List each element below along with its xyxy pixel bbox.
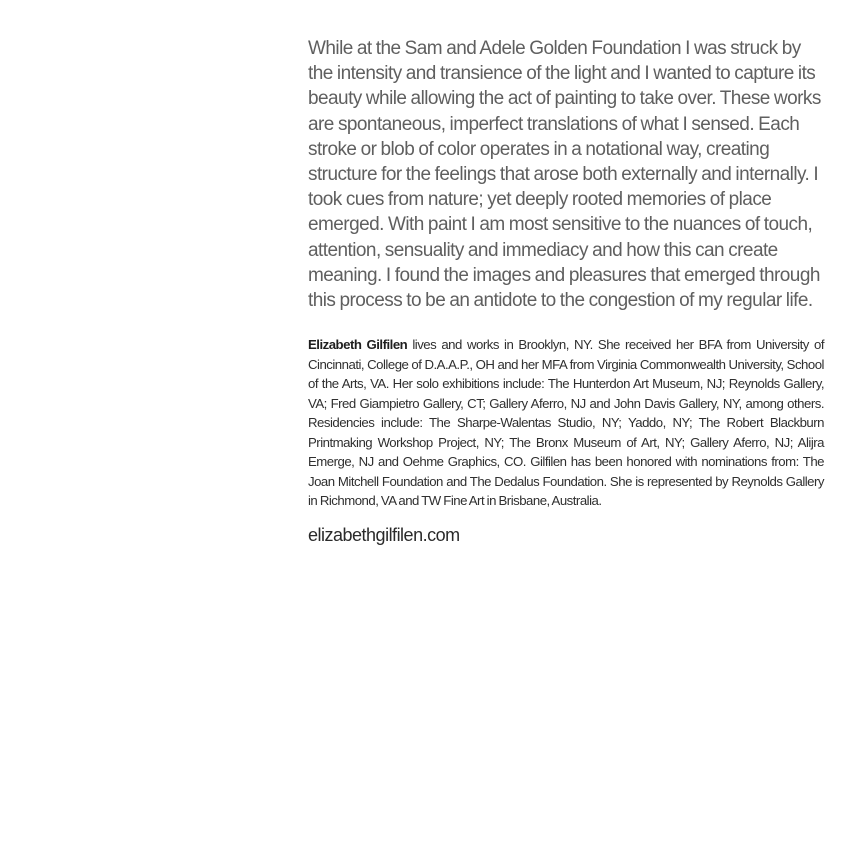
text-column xyxy=(308,36,824,547)
website-link[interactable]: elizabethgilfilen.com xyxy=(308,524,460,545)
artist-bio-text: lives and works in Brooklyn, NY. She received her BFA from University of Cincinnati, College of D.A.A.P., OH and her MFA from Virginia Commonwealth University, School of the Arts, VA. Her solo exhibitions include: The Hunterdon Art Museum, NJ; Reynolds Gallery, VA; Fred Giampietro Gallery, CT; Gallery Aferro, NJ and John Davis Gallery, NY, among others. Residencies include: The Sharpe-Walentas Studio, NY; Yaddo, NY; The Robert Blackburn Printmaking Workshop Project, NY; The Bronx Museum of Art, NY; Gallery Aferro, NJ; Alijra Emerge, NJ and Oehme Graphics, CO. Gilfilen has been honored with nominations from: The Joan Mitchell Foundation and The Dedalus Foundation. She is represented by Reynolds Gallery in Richmond, VA and TW Fine Art in Brisbane, Australia. xyxy=(308,337,824,509)
artist-bio xyxy=(308,335,824,511)
artist-name: Elizabeth Gilfilen xyxy=(308,337,408,353)
artist-statement: While at the Sam and Adele Golden Foundation I was struck by the intensity and transience of the light and I wanted to capture its beauty while allowing the act of painting to take over. These works are spontaneous, imperfect translations of what I sensed. Each stroke or blob of color operates in a notational way, creating structure for the feelings that arose both externally and internally. I took cues from nature; yet deeply rooted memories of place emerged. With paint I am most sensitive to the nuances of touch, attention, sensuality and immediacy and how this can create meaning. I found the images and pleasures that emerged through this process to be an antidote to the congestion of my regular life. xyxy=(308,38,821,312)
